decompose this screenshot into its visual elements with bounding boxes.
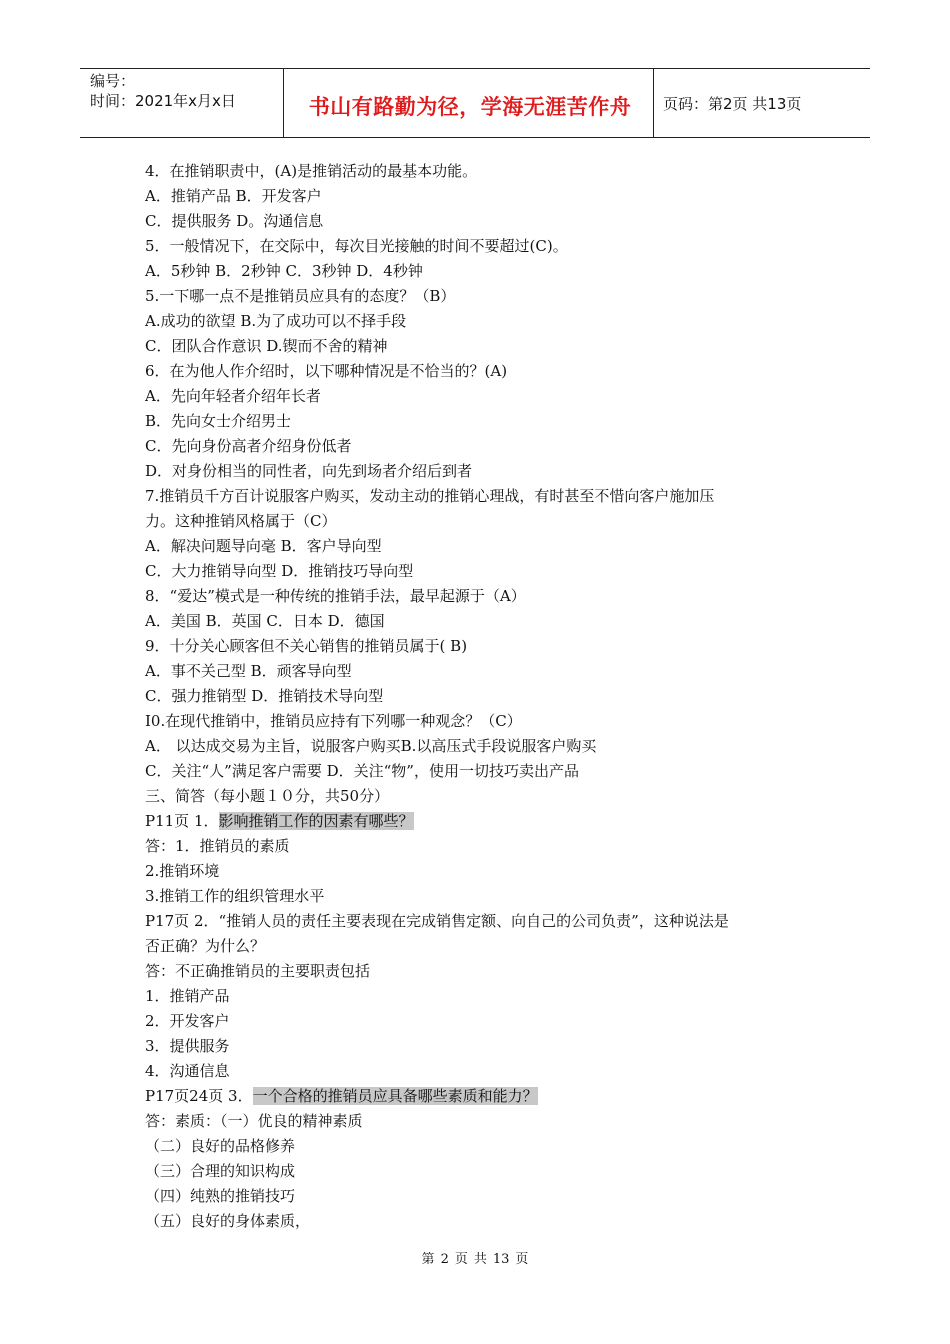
text-line: D．对身份相当的同性者，向先到场者介绍后到者 — [145, 462, 473, 480]
highlighted-question: 影响推销工作的因素有哪些？ — [218, 812, 414, 830]
text-line: 5.一下哪一点不是推销员应具有的态度？（B） — [145, 287, 456, 305]
footer-di: 第 — [421, 1252, 435, 1267]
text-line: 8．“爱达”模式是一种传统的推销手法，最早起源于（A） — [145, 587, 526, 605]
footer-ye: 页 — [454, 1252, 468, 1267]
footer-page: 2 — [440, 1252, 449, 1267]
footer-total: 13 — [492, 1252, 510, 1267]
text-line: 2．开发客户 — [145, 1012, 230, 1030]
text-line: （二）良好的品格修养 — [145, 1137, 296, 1155]
header-divider — [653, 69, 654, 137]
question-line — [145, 811, 414, 831]
text-line: A．5秒钟 B．2秒钟 C．3秒钟 D．4秒钟 — [145, 262, 423, 280]
document-header — [80, 68, 870, 138]
text-line: 4．在推销职责中，(A)是推销活动的最基本功能。 — [145, 162, 478, 180]
question-number: P11页 1． — [145, 812, 219, 830]
text-line: C．先向身份高者介绍身份低者 — [145, 437, 352, 455]
text-line: C．团队合作意识 D.锲而不舍的精神 — [145, 337, 388, 355]
header-meta — [90, 71, 236, 111]
text-line: 力。这种推销风格属于（C） — [145, 512, 337, 530]
number-label: 编号： — [90, 72, 136, 90]
text-line: 答：1．推销员的素质 — [145, 837, 290, 855]
text-line: 否正确？为什么？ — [145, 937, 266, 955]
footer-ye2: 页 — [515, 1252, 529, 1267]
text-line: 2.推销环境 — [145, 862, 220, 880]
text-line: 1．推销产品 — [145, 987, 230, 1005]
text-line: A．推销产品 B．开发客户 — [145, 187, 322, 205]
footer-gong: 共 — [473, 1252, 487, 1267]
text-line: 3.推销工作的组织管理水平 — [145, 887, 325, 905]
text-line: A．事不关己型 B．顽客导向型 — [145, 662, 352, 680]
text-line: A.成功的欲望 B.为了成功可以不择手段 — [145, 312, 407, 330]
highlighted-question: 一个合格的推销员应具备哪些素质和能力？ — [252, 1087, 538, 1105]
question-line — [145, 1086, 538, 1106]
text-line: （五）良好的身体素质， — [145, 1212, 311, 1230]
text-line: C．强力推销型 D．推销技术导向型 — [145, 687, 384, 705]
question-number: P17页24页 3． — [145, 1087, 253, 1105]
text-line: I0.在现代推销中，推销员应持有下列哪一种观念？（C） — [145, 712, 522, 730]
header-motto: 书山有路勤为径，学海无涯苦作舟 — [308, 95, 632, 119]
page-footer — [0, 1248, 950, 1267]
text-line: A． 以达成交易为主旨，说服客户购买B.以高压式手段说服客户购买 — [145, 737, 597, 755]
text-line: C．提供服务 D。沟通信息 — [145, 212, 324, 230]
date-label: 时间：2021年x月x日 — [90, 92, 236, 110]
section-heading: 三、简答（每小题１０分，共50分） — [145, 787, 390, 805]
text-line: 3．提供服务 — [145, 1037, 230, 1055]
text-line: 6．在为他人作介绍时，以下哪种情况是不恰当的？(A) — [145, 362, 508, 380]
page-info: 页码：第2页 共13页 — [663, 95, 802, 113]
text-line: A．解决问题导向毫 B．客户导向型 — [145, 537, 382, 555]
text-line: 9．十分关心顾客但不关心销售的推销员属于( B) — [145, 637, 468, 655]
text-line: 4．沟通信息 — [145, 1062, 230, 1080]
text-line: 答：不正确推销员的主要职责包括 — [145, 962, 371, 980]
text-line: P17页 2．“推销人员的责任主要表现在完成销售定额、向自己的公司负责”，这种说法是 — [145, 912, 729, 930]
text-line: A．美国 B．英国 C．日本 D．德国 — [145, 612, 385, 630]
text-line: 5．一般情况下，在交际中，每次目光接触的时间不要超过(C)。 — [145, 237, 568, 255]
text-line: C．关注“人”满足客户需要 D．关注“物”，使用一切技巧卖出产品 — [145, 762, 579, 780]
text-line: A．先向年轻者介绍年长者 — [145, 387, 321, 405]
text-line: （三）合理的知识构成 — [145, 1162, 296, 1180]
text-line: C．大力推销导向型 D．推销技巧导向型 — [145, 562, 414, 580]
text-line: （四）纯熟的推销技巧 — [145, 1187, 296, 1205]
header-divider — [283, 69, 284, 137]
text-line: B．先向女士介绍男士 — [145, 412, 292, 430]
text-line: 7.推销员千方百计说服客户购买，发动主动的推销心理战，有时甚至不惜向客户施加压 — [145, 487, 715, 505]
text-line: 答：素质：（一）优良的精神素质 — [145, 1112, 363, 1130]
